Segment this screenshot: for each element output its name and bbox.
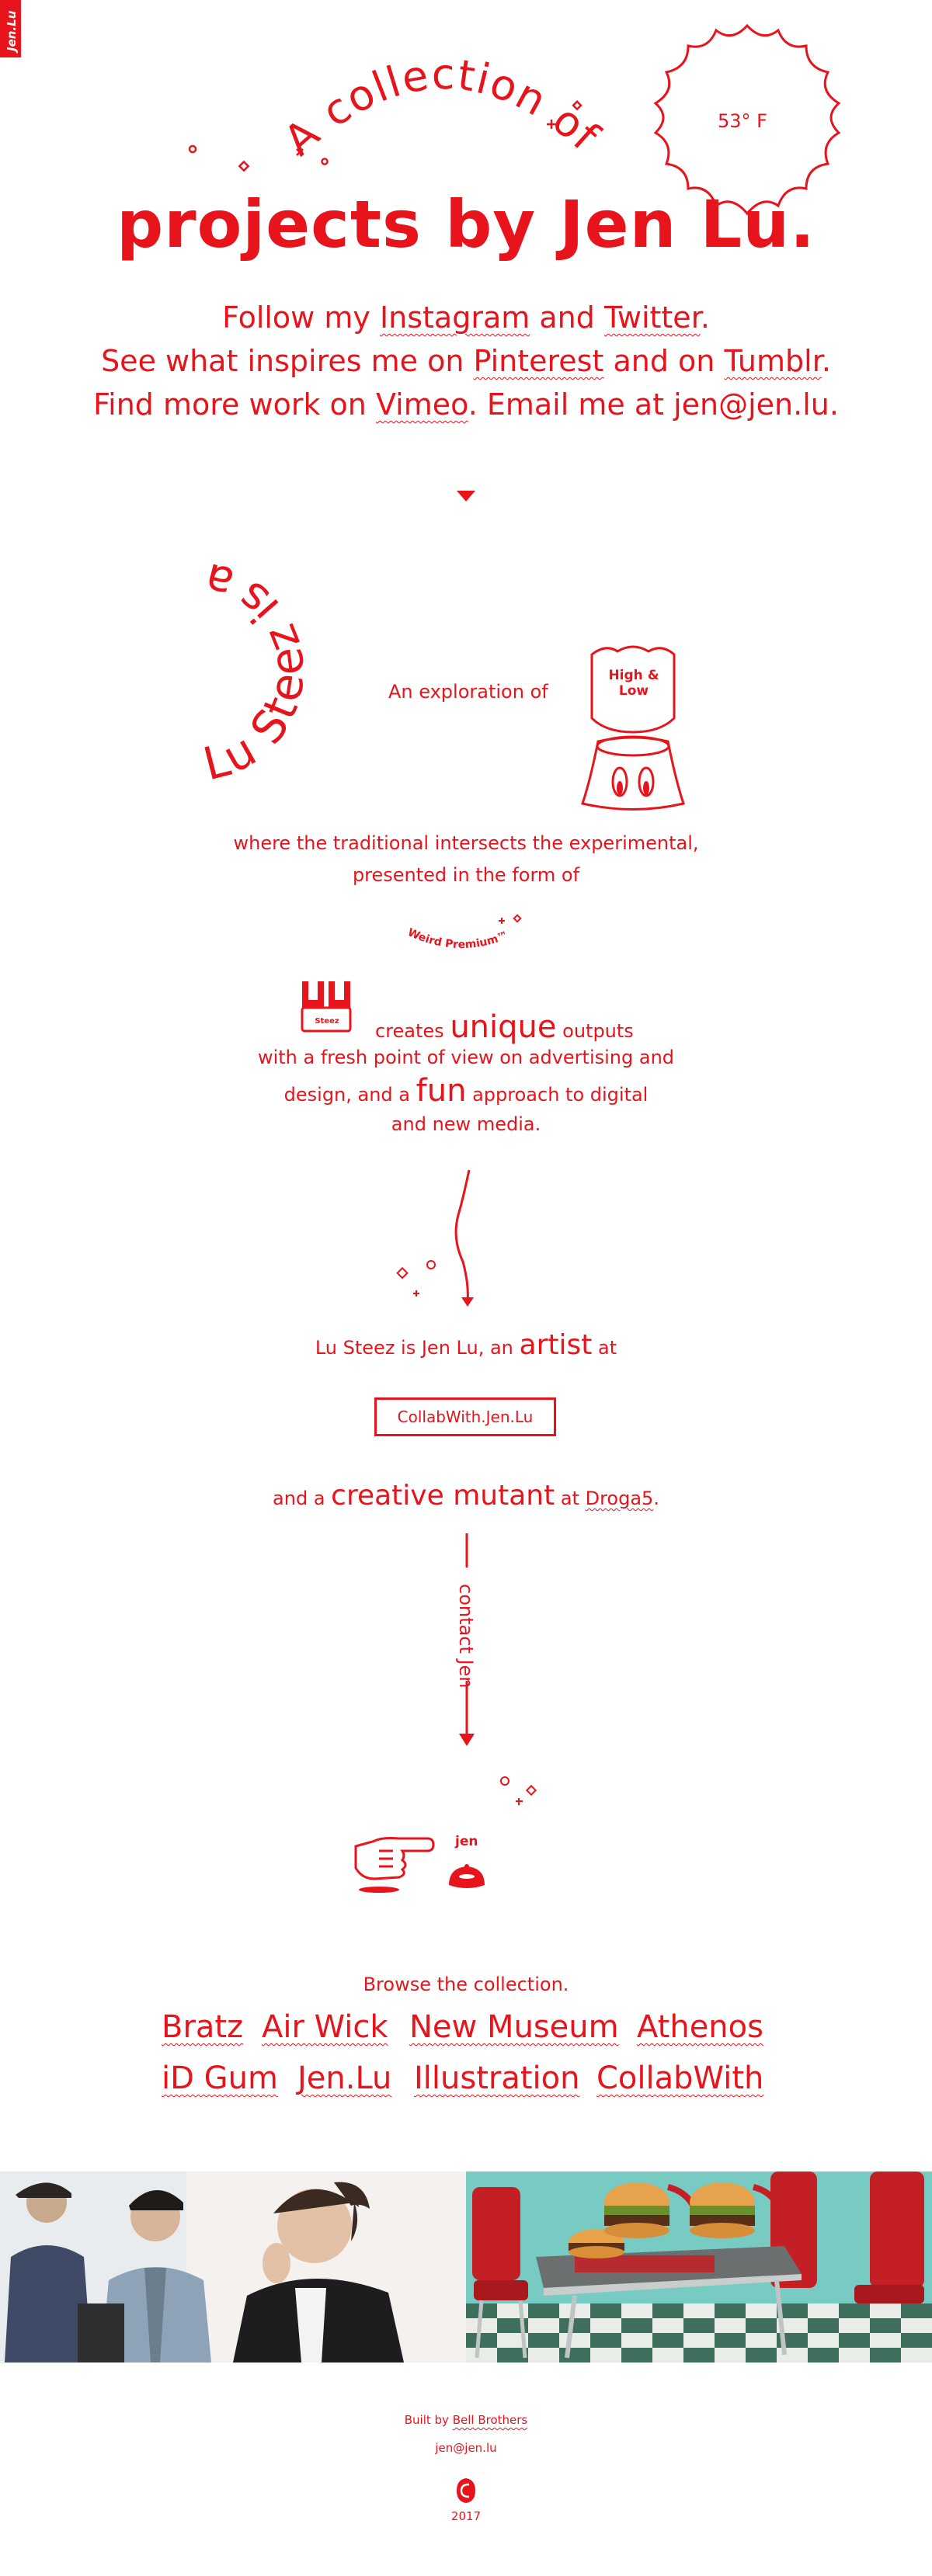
jar-rim-shape bbox=[597, 737, 669, 755]
about-line-fresh: with a fresh point of view on advertising and bbox=[257, 1047, 675, 1068]
instagram-link[interactable]: Instagram bbox=[379, 300, 530, 335]
high-low-label: High & Low bbox=[608, 668, 659, 699]
project-link-jen-lu[interactable]: Jen.Lu bbox=[297, 2060, 392, 2096]
about-line-traditional: where the traditional intersects the experimental, bbox=[233, 832, 699, 854]
about-line-presented: presented in the form of bbox=[352, 864, 580, 886]
artist-text: . bbox=[653, 1488, 659, 1509]
project-photo-burger-heels[interactable] bbox=[466, 2172, 932, 2362]
footer-logo-icon bbox=[455, 2477, 477, 2505]
jar-pupil-icon bbox=[617, 781, 623, 795]
bell-brothers-link[interactable]: Bell Brothers bbox=[452, 2413, 528, 2427]
collection-heading: Browse the collection. bbox=[363, 1974, 569, 1995]
corner-logo-text: Jen.Lu bbox=[5, 10, 19, 51]
project-link-illustration[interactable]: Illustration bbox=[414, 2060, 580, 2096]
intro-line-social bbox=[0, 295, 932, 340]
artist-text: and a bbox=[273, 1488, 325, 1509]
page-title: projects by Jen Lu. bbox=[116, 186, 816, 262]
intro-text: and bbox=[539, 300, 595, 335]
about-line-creates bbox=[375, 1009, 634, 1045]
about-line-new-media: and new media. bbox=[391, 1113, 541, 1135]
scroll-down-icon[interactable] bbox=[457, 491, 475, 503]
sparkle-circle-icon bbox=[190, 146, 196, 152]
intro-text: and on bbox=[613, 344, 715, 378]
corner-logo-tab[interactable] bbox=[0, 0, 21, 57]
artist-line bbox=[0, 1329, 932, 1361]
jen-blob-icon[interactable] bbox=[446, 1862, 488, 1893]
squiggle-arrow-line bbox=[456, 1170, 469, 1302]
weird-premium-svg bbox=[396, 908, 544, 963]
intro-text: Find more work on bbox=[93, 387, 367, 422]
tumblr-link[interactable]: Tumblr bbox=[724, 344, 822, 378]
intro-text: Follow my bbox=[222, 300, 370, 335]
sparkle-x-icon bbox=[297, 149, 303, 155]
contact-sparkles bbox=[494, 1770, 541, 1814]
sparkle-diamond-icon bbox=[398, 1268, 408, 1278]
creative-mutant-emphasis: creative mutant bbox=[331, 1480, 555, 1512]
footer-built-by bbox=[0, 2413, 932, 2427]
about-text: outputs bbox=[562, 1020, 634, 1042]
artist-text: at bbox=[598, 1337, 617, 1359]
artist-emphasis: artist bbox=[519, 1329, 593, 1361]
vimeo-link[interactable]: Vimeo bbox=[375, 387, 468, 422]
sparkle-plus-icon bbox=[547, 120, 556, 129]
jar-pupil-icon bbox=[643, 781, 649, 795]
footer-email-link[interactable]: jen@jen.lu bbox=[435, 2441, 497, 2455]
sparkle-diamond-icon bbox=[514, 915, 520, 922]
squiggle-arrow-svg bbox=[388, 1168, 497, 1316]
hero-arc-textpath: A collection of bbox=[274, 50, 610, 165]
lu-steez-logo[interactable] bbox=[299, 980, 355, 1036]
sparkle-circle-icon bbox=[322, 159, 328, 165]
sparkle-circle-icon bbox=[501, 1777, 509, 1785]
sparkle-diamond-icon bbox=[527, 1786, 535, 1794]
project-link-athenos[interactable]: Athenos bbox=[637, 2009, 763, 2045]
unique-emphasis: unique bbox=[450, 1009, 557, 1045]
droga5-link[interactable]: Droga5 bbox=[585, 1488, 654, 1509]
sparkle-diamond-icon bbox=[239, 161, 248, 170]
project-photo-office[interactable] bbox=[0, 2172, 466, 2362]
circle-text bbox=[196, 552, 315, 790]
burger-heels-illustration bbox=[466, 2172, 932, 2362]
twitter-link[interactable]: Twitter bbox=[603, 300, 701, 335]
weird-premium-text bbox=[405, 926, 509, 951]
project-link-new-museum[interactable]: New Museum bbox=[409, 2009, 619, 2045]
sparkle-plus-icon bbox=[413, 1290, 419, 1297]
pointing-hand-icon bbox=[351, 1834, 436, 1894]
project-link-id-gum[interactable]: iD Gum bbox=[162, 2060, 278, 2096]
fun-emphasis: fun bbox=[416, 1073, 467, 1109]
sparkle-plus-icon bbox=[516, 1798, 523, 1805]
artist-text: Lu Steez is Jen Lu, an bbox=[315, 1337, 513, 1359]
about-text: approach to digital bbox=[472, 1084, 649, 1106]
arrow-down-icon bbox=[459, 1734, 475, 1746]
footer-text: Built by bbox=[404, 2413, 449, 2427]
pinterest-link[interactable]: Pinterest bbox=[473, 344, 604, 378]
exploration-text: An exploration of bbox=[388, 681, 548, 703]
weird-premium-textpath: Weird Premium™ bbox=[405, 926, 510, 952]
collab-with-button[interactable]: CollabWith.Jen.Lu bbox=[374, 1397, 556, 1436]
about-text: creates bbox=[375, 1020, 444, 1042]
office-scene-illustration bbox=[0, 2172, 466, 2362]
email-text: . Email me at jen@jen.lu. bbox=[468, 387, 839, 422]
project-link-air-wick[interactable]: Air Wick bbox=[262, 2009, 388, 2045]
creative-mutant-line bbox=[0, 1480, 932, 1512]
contact-jen-link[interactable]: contact Jen bbox=[455, 1584, 477, 1689]
sparkle-plus-icon bbox=[499, 918, 505, 924]
about-text: design, and a bbox=[283, 1084, 411, 1106]
lu-steez-logo-text: Steez bbox=[315, 1017, 339, 1026]
artist-text: at bbox=[560, 1488, 579, 1509]
arrow-down-icon bbox=[461, 1297, 474, 1307]
sparkle-diamond-icon bbox=[573, 102, 581, 109]
weather-readout: 53° F bbox=[718, 110, 767, 132]
intro-text: . bbox=[821, 344, 831, 378]
intro-line-more-work bbox=[0, 382, 932, 427]
circle-textpath: Lu Steez is a bbox=[196, 552, 315, 791]
project-link-bratz[interactable]: Bratz bbox=[162, 2009, 244, 2045]
hero-sparkles bbox=[179, 85, 582, 179]
intro-text: . bbox=[700, 300, 710, 335]
circle-text-svg bbox=[54, 543, 334, 800]
jen-bubble-text: jen bbox=[455, 1834, 478, 1849]
intro-line-inspiration bbox=[0, 338, 932, 384]
footer-year: 2017 bbox=[450, 2509, 482, 2523]
about-line-fun bbox=[0, 1073, 932, 1109]
project-link-collabwith[interactable]: CollabWith bbox=[596, 2060, 764, 2096]
sparkle-circle-icon bbox=[427, 1261, 435, 1269]
intro-text: See what inspires me on bbox=[101, 344, 464, 378]
